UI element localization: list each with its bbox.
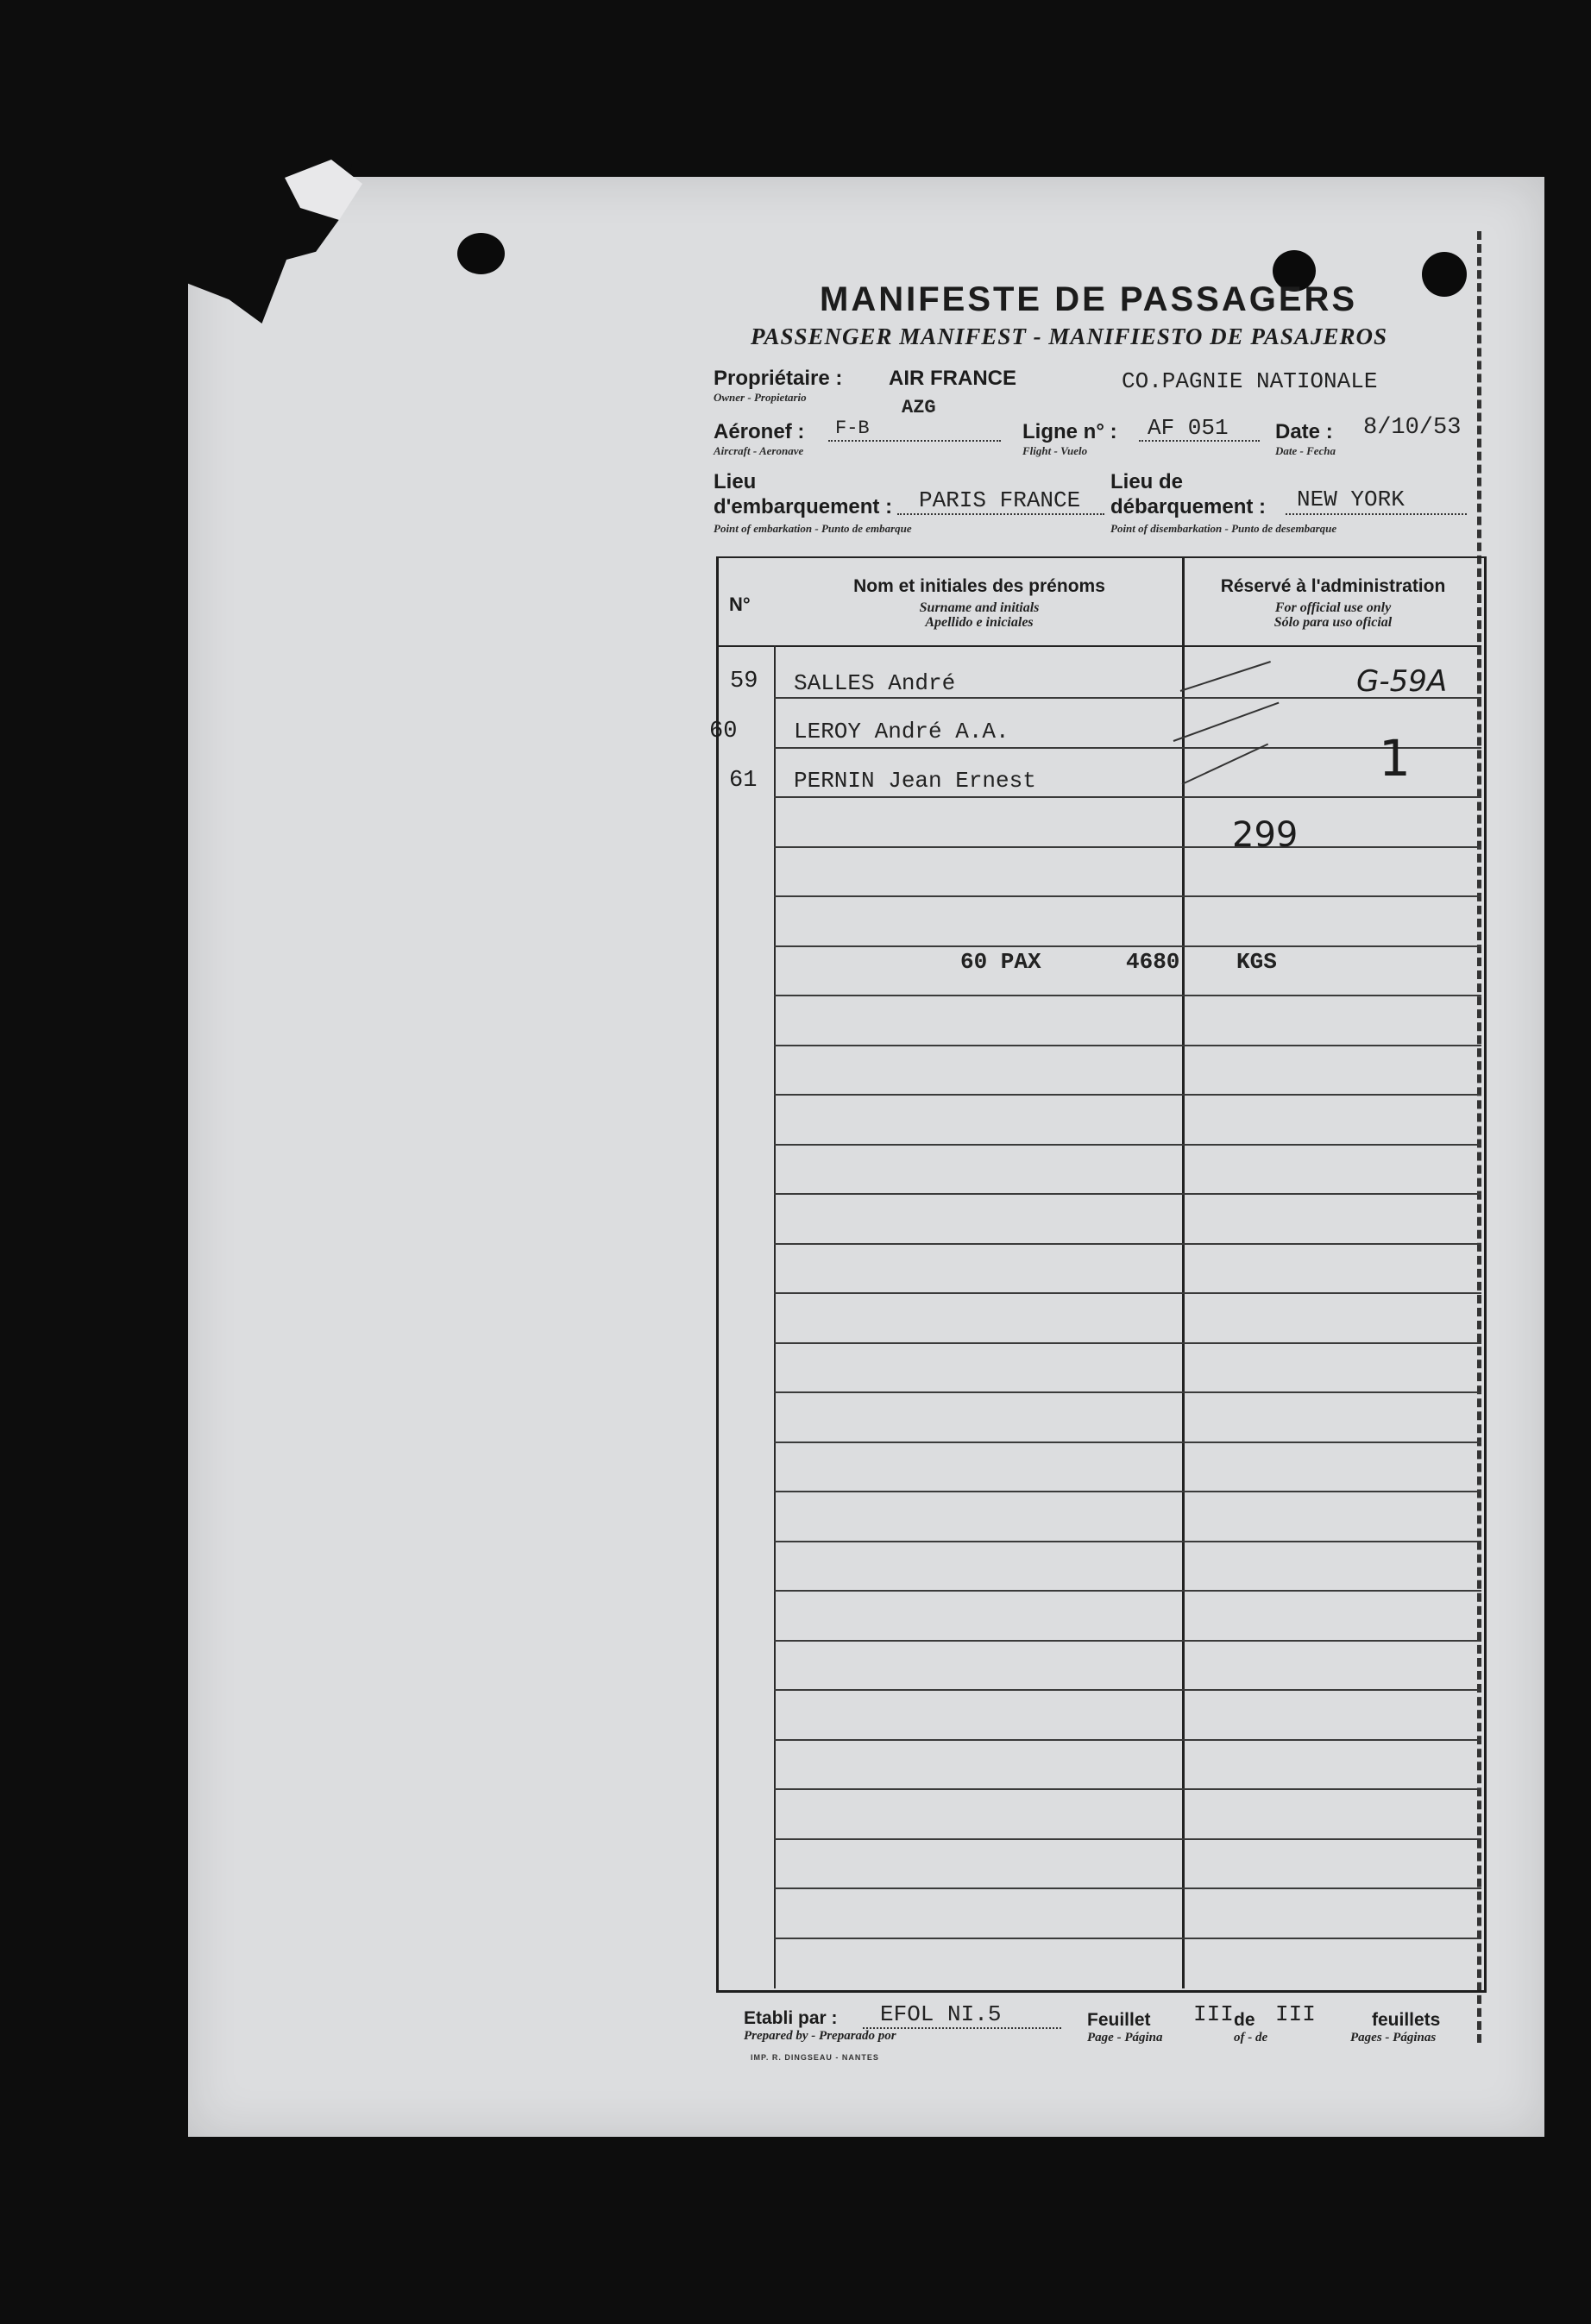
- column-header-admin-sub1: For official use only: [1274, 600, 1392, 615]
- table-rule-line: [774, 1689, 1481, 1691]
- punch-hole-left: [457, 233, 505, 274]
- embarkation-label-line2: d'embarquement :: [714, 495, 893, 518]
- owner-typed-value: CO.PAGNIE NATIONALE: [1122, 368, 1378, 394]
- admin-note: G-59A: [1356, 664, 1448, 699]
- table-rule-line: [774, 1292, 1481, 1294]
- flight-sublabel: Flight - Vuelo: [1022, 444, 1088, 457]
- table-rule-line: [774, 1838, 1481, 1840]
- of-sublabel: of - de: [1234, 2031, 1268, 2044]
- disembarkation-sublabel: Point of disembarkation - Punto de desembarque: [1110, 522, 1337, 535]
- table-rule-line: [774, 1442, 1481, 1443]
- embarkation-label-line1: Lieu: [714, 470, 757, 493]
- table-rule-line: [774, 1541, 1481, 1542]
- flight-label: Ligne n° :: [1022, 420, 1117, 443]
- table-rule-line: [774, 1342, 1481, 1344]
- of-label: de: [1234, 2010, 1255, 2030]
- table-rule-line: [774, 1094, 1481, 1096]
- date-sublabel: Date - Fecha: [1275, 444, 1336, 457]
- row-number: 61: [729, 768, 758, 794]
- prepared-by-label: Etabli par :: [744, 2008, 838, 2028]
- table-rule-line: [774, 1045, 1481, 1046]
- aircraft-registration-suffix: AZG: [902, 397, 936, 418]
- table-rule-line: [774, 1640, 1481, 1642]
- owner-sublabel: Owner - Propietario: [714, 391, 807, 404]
- pages-label: feuillets: [1372, 2010, 1441, 2030]
- table-rule-line: [774, 895, 1481, 897]
- admin-column-divider: [1182, 556, 1185, 1988]
- table-rule-line: [774, 796, 1481, 798]
- table-rule-line: [774, 1193, 1481, 1195]
- date-value: 8/10/53: [1363, 415, 1462, 441]
- embarkation-value: PARIS FRANCE: [919, 487, 1081, 513]
- disembarkation-label-line1: Lieu de: [1110, 470, 1184, 493]
- row-number: 59: [730, 669, 758, 694]
- column-header-name-sub2: Apellido e iniciales: [925, 615, 1034, 630]
- table-rule-line: [774, 1391, 1481, 1393]
- aircraft-sublabel: Aircraft - Aeronave: [714, 444, 804, 457]
- prepared-by-underline: [863, 2027, 1061, 2029]
- aircraft-value: F-B: [835, 418, 870, 439]
- aircraft-underline: [828, 440, 1001, 442]
- sheet-sublabel: Page - Página: [1087, 2031, 1163, 2044]
- column-header-name-sub1: Surname and initials: [919, 600, 1040, 615]
- flight-underline: [1139, 440, 1260, 442]
- column-header-admin-sub2: Sólo para uso oficial: [1273, 615, 1393, 630]
- total-weight-unit: KGS: [1236, 949, 1277, 975]
- date-label: Date :: [1275, 420, 1333, 443]
- of-value: III: [1275, 2001, 1316, 2027]
- table-rule-line: [774, 945, 1481, 947]
- page-title: MANIFESTE DE PASSAGERS: [820, 280, 1358, 318]
- total-passengers: 60 PAX: [960, 949, 1041, 975]
- table-rule-line: [774, 1491, 1481, 1492]
- table-rule-line: [774, 1887, 1481, 1889]
- table-rule-line: [774, 1788, 1481, 1790]
- prepared-by-value: EFOL NI.5: [880, 2001, 1002, 2027]
- admin-mark: 1: [1379, 729, 1411, 788]
- disembarkation-underline: [1286, 513, 1467, 515]
- disembarkation-value: NEW YORK: [1297, 487, 1405, 512]
- printer-imprint: IMP. R. DINGSEAU - NANTES: [751, 2053, 879, 2062]
- pages-sublabel: Pages - Páginas: [1350, 2031, 1437, 2044]
- admin-passenger-count: 299: [1232, 815, 1299, 855]
- owner-printed-value: AIR FRANCE: [889, 367, 1016, 390]
- column-header-name: Nom et initiales des prénoms: [853, 576, 1105, 596]
- table-rule-line: [774, 1144, 1481, 1146]
- table-header-separator: [716, 645, 1481, 647]
- column-header-number: N°: [729, 594, 751, 615]
- table-rule-line: [774, 995, 1481, 996]
- aircraft-label: Aéronef :: [714, 420, 805, 443]
- flight-value: AF 051: [1148, 415, 1229, 441]
- table-rule-line: [774, 1739, 1481, 1741]
- prepared-by-sublabel: Prepared by - Preparado por: [744, 2029, 896, 2043]
- total-weight: 4680: [1126, 949, 1180, 975]
- table-rule-line: [774, 1590, 1481, 1592]
- table-rule-line: [774, 846, 1481, 848]
- column-header-admin: Réservé à l'administration: [1220, 576, 1446, 596]
- sheet-value: III: [1193, 2001, 1234, 2027]
- table-rule-line: [774, 1243, 1481, 1245]
- table-rule-line: [774, 1938, 1481, 1939]
- punch-hole-right: [1422, 252, 1467, 297]
- row-number: 60: [709, 719, 738, 744]
- passenger-name: SALLES André: [794, 670, 956, 696]
- embarkation-underline: [897, 513, 1104, 515]
- embarkation-sublabel: Point of embarkation - Punto de embarque: [714, 522, 912, 535]
- passenger-name: PERNIN Jean Ernest: [794, 768, 1036, 794]
- passenger-name: LEROY André A.A.: [794, 719, 1009, 744]
- owner-label: Propriétaire :: [714, 367, 843, 390]
- table-rule-line: [774, 747, 1481, 749]
- faint-background-stamp: [412, 725, 507, 2105]
- page-subtitle: PASSENGER MANIFEST - MANIFIESTO DE PASAJEROS: [751, 323, 1387, 349]
- sheet-label: Feuillet: [1087, 2010, 1151, 2030]
- disembarkation-label-line2: débarquement :: [1110, 495, 1267, 518]
